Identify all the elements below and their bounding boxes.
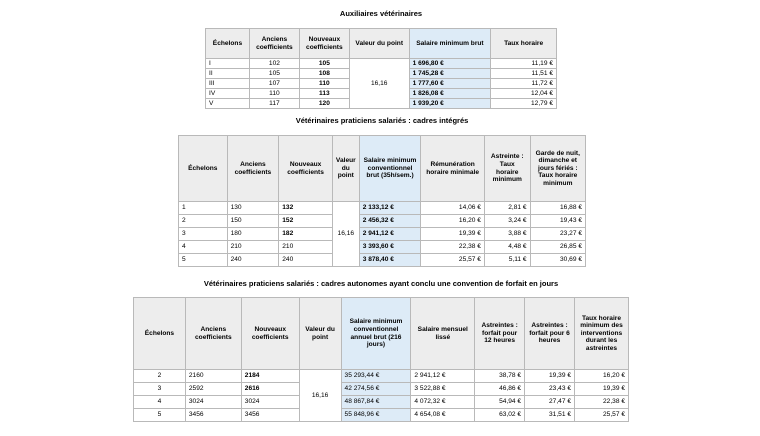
table3-cell: 35 293,44 € [341, 370, 411, 383]
table2-cell: 240 [227, 254, 279, 267]
table1-cell: 1 939,20 € [409, 99, 491, 109]
table1-cell: 110 [249, 89, 299, 99]
table3-cell: 63,02 € [475, 409, 525, 422]
table2-header-nouveaux: Nouveaux coefficients [279, 136, 333, 202]
table3-cell: 4 654,08 € [411, 409, 475, 422]
table3-cell: 4 072,32 € [411, 396, 475, 409]
table3-cell: 54,94 € [475, 396, 525, 409]
table3-cell: 25,57 € [574, 409, 628, 422]
table1-cell: III [206, 79, 250, 89]
table2-cell: 150 [227, 215, 279, 228]
table1-cell: 105 [299, 59, 349, 69]
table1-cell: 1 777,60 € [409, 79, 491, 89]
table3-cell: 3456 [241, 409, 299, 422]
table2-header-remuneration: Rémunération horaire minimale [421, 136, 485, 202]
table3-cell: 16,20 € [574, 370, 628, 383]
table3-header-salaire-annuel: Salaire minimum conventionnel annuel brut (216 jours) [341, 298, 411, 370]
table2-cell: 23,27 € [530, 228, 585, 241]
table2-cell: 22,38 € [421, 241, 485, 254]
table2-cell: 2,81 € [484, 202, 530, 215]
table2-cell: 182 [279, 228, 333, 241]
table1-cell: 110 [299, 79, 349, 89]
table3-cell: 3024 [241, 396, 299, 409]
table2-cell: 5,11 € [484, 254, 530, 267]
table3-header-row [134, 298, 629, 370]
table2-cell: 130 [227, 202, 279, 215]
table1-header-valeur-point: Valeur du point [349, 29, 409, 59]
table3-header-echelons: Échelons [134, 298, 186, 370]
table2-header-garde: Garde de nuit, dimanche et jours fériés : Taux horaire minimum [530, 136, 585, 202]
table-row [179, 228, 586, 241]
table3-cell: 2616 [241, 383, 299, 396]
table3-cell: 42 274,56 € [341, 383, 411, 396]
table2-header-astreinte: Astreinte : Taux horaire minimum [484, 136, 530, 202]
table2-valeur-point: 16,16 [332, 202, 359, 267]
table1-header-anciens: Anciens coefficients [249, 29, 299, 59]
table3-cell: 2160 [185, 370, 241, 383]
table1-header-echelons: Échelons [206, 29, 250, 59]
table2-cell: 16,20 € [421, 215, 485, 228]
table3-cell: 19,39 € [525, 370, 575, 383]
table1-cell: 120 [299, 99, 349, 109]
table1-cell: 102 [249, 59, 299, 69]
table-row [179, 241, 586, 254]
table-row [134, 370, 629, 383]
table1-cell: 12,79 € [491, 99, 557, 109]
table2-cell: 132 [279, 202, 333, 215]
table3-cell: 19,39 € [574, 383, 628, 396]
table1-cell: 1 745,28 € [409, 69, 491, 79]
table3-cell: 27,47 € [525, 396, 575, 409]
table-row [179, 202, 586, 215]
table2-header-anciens: Anciens coefficients [227, 136, 279, 202]
table1-cell: II [206, 69, 250, 79]
table2-header-salaire: Salaire minimum conventionnel brut (35h/sem.) [359, 136, 421, 202]
table2-cell: 2 456,32 € [359, 215, 421, 228]
table2-cell: 25,57 € [421, 254, 485, 267]
table2-cell: 152 [279, 215, 333, 228]
table2-cell: 19,39 € [421, 228, 485, 241]
table2-cell: 4 [179, 241, 228, 254]
table3-header-astreintes-12h: Astreintes : forfait pour 12 heures [475, 298, 525, 370]
table1-cell: 117 [249, 99, 299, 109]
table1-cell: IV [206, 89, 250, 99]
table3-cell: 31,51 € [525, 409, 575, 422]
table2-cell: 3 878,40 € [359, 254, 421, 267]
table2-cell: 14,06 € [421, 202, 485, 215]
table2-header-valeur-point: Valeur du point [332, 136, 359, 202]
table2-cell: 30,69 € [530, 254, 585, 267]
table1 [205, 28, 557, 109]
table1-cell: 11,72 € [491, 79, 557, 89]
table2-cell: 26,85 € [530, 241, 585, 254]
table1-cell: 105 [249, 69, 299, 79]
table3-cell: 46,86 € [475, 383, 525, 396]
table2-header-echelons: Échelons [179, 136, 228, 202]
table2-cell: 3,88 € [484, 228, 530, 241]
table2-header-row [179, 136, 586, 202]
table3-header-taux-interventions: Taux horaire minimum des interventions durant les astreintes [574, 298, 628, 370]
table3-cell: 3456 [185, 409, 241, 422]
table1-cell: 1 826,08 € [409, 89, 491, 99]
table2-cell: 1 [179, 202, 228, 215]
table-row [134, 409, 629, 422]
table1-header-salaire: Salaire minimum brut [409, 29, 491, 59]
table3-header-anciens: Anciens coefficients [185, 298, 241, 370]
table1-cell: V [206, 99, 250, 109]
table3-cell: 2592 [185, 383, 241, 396]
table2-cell: 4,48 € [484, 241, 530, 254]
table3 [133, 297, 629, 422]
table3-header-astreintes-6h: Astreintes : forfait pour 6 heures [525, 298, 575, 370]
table2-cell: 240 [279, 254, 333, 267]
table1-cell: 108 [299, 69, 349, 79]
table3-cell: 2184 [241, 370, 299, 383]
table3-header-salaire-mensuel: Salaire mensuel lissé [411, 298, 475, 370]
table1-cell: 11,19 € [491, 59, 557, 69]
table3-header-nouveaux: Nouveaux coefficients [241, 298, 299, 370]
table3-cell: 3024 [185, 396, 241, 409]
table2-cell: 3 [179, 228, 228, 241]
table1-valeur-point: 16,16 [349, 59, 409, 109]
table3-cell: 22,38 € [574, 396, 628, 409]
table3-cell: 38,78 € [475, 370, 525, 383]
table3-valeur-point: 16,16 [299, 370, 341, 422]
table3-cell: 4 [134, 396, 186, 409]
table2-cell: 16,88 € [530, 202, 585, 215]
table3-cell: 5 [134, 409, 186, 422]
table1-header-nouveaux: Nouveaux coefficients [299, 29, 349, 59]
table2 [178, 135, 586, 267]
table3-cell: 2 941,12 € [411, 370, 475, 383]
table3-cell: 2 [134, 370, 186, 383]
table1-cell: 113 [299, 89, 349, 99]
table3-title: Vétérinaires praticiens salariés : cadres autonomes ayant conclu une convention de forfait en jours [203, 279, 559, 288]
table3-cell: 3 522,88 € [411, 383, 475, 396]
table-row [134, 396, 629, 409]
table2-cell: 5 [179, 254, 228, 267]
table2-cell: 210 [279, 241, 333, 254]
table2-cell: 3 393,60 € [359, 241, 421, 254]
table2-title: Vétérinaires praticiens salariés : cadres intégrés [295, 116, 469, 125]
table3-cell: 23,43 € [525, 383, 575, 396]
table1-cell: I [206, 59, 250, 69]
table2-cell: 2 [179, 215, 228, 228]
table1-header-taux: Taux horaire [491, 29, 557, 59]
table2-cell: 210 [227, 241, 279, 254]
table3-cell: 3 [134, 383, 186, 396]
table2-cell: 180 [227, 228, 279, 241]
table3-cell: 55 848,96 € [341, 409, 411, 422]
table2-cell: 3,24 € [484, 215, 530, 228]
table-row [134, 383, 629, 396]
table1-cell: 1 696,80 € [409, 59, 491, 69]
table2-cell: 19,43 € [530, 215, 585, 228]
table1-cell: 11,51 € [491, 69, 557, 79]
table-row [179, 215, 586, 228]
table1-cell: 107 [249, 79, 299, 89]
table2-cell: 2 133,12 € [359, 202, 421, 215]
table3-cell: 48 867,84 € [341, 396, 411, 409]
table3-header-valeur-point: Valeur du point [299, 298, 341, 370]
table1-header-row [206, 29, 557, 59]
table1-title: Auxiliaires vétérinaires [339, 9, 423, 18]
table-row [179, 254, 586, 267]
table1-cell: 12,04 € [491, 89, 557, 99]
table-row [206, 59, 557, 69]
table2-cell: 2 941,12 € [359, 228, 421, 241]
